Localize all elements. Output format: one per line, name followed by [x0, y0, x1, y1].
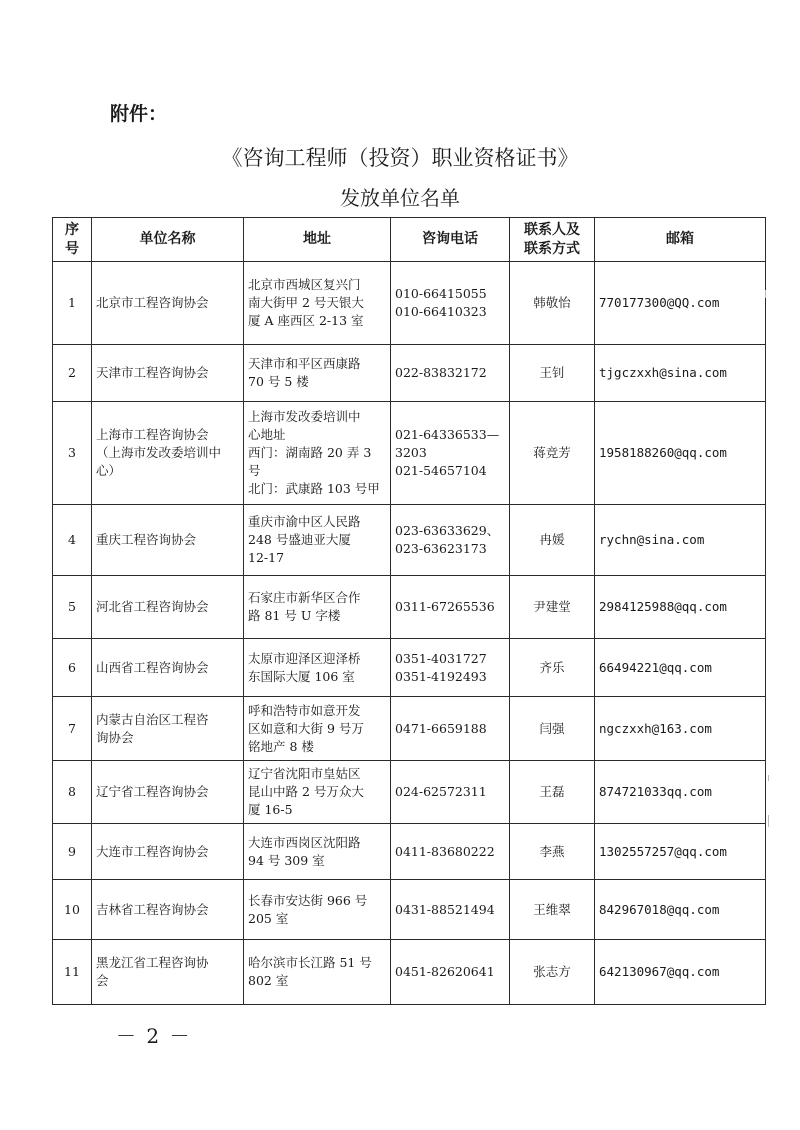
phone — [391, 824, 510, 880]
address-line: 248 号盛迪亚大厦 — [248, 532, 351, 547]
phone-line: 0311-67265536 — [395, 599, 495, 614]
phone-line: 022-83832172 — [395, 365, 487, 380]
email: 874721033qq.com — [595, 761, 766, 824]
address-line: 北京市西城区复兴门 — [248, 277, 361, 292]
email: 642130967@qq.com — [595, 940, 766, 1005]
address-line: 北门：武康路 103 号甲 — [248, 481, 380, 496]
unit-name-line: 心） — [96, 463, 122, 478]
address-line: 94 号 309 室 — [248, 852, 325, 868]
email: 842967018@qq.com — [595, 880, 766, 940]
address-line: 大连市西岗区沈阳路 — [248, 834, 361, 850]
email: tjgczxxh@sina.com — [595, 345, 766, 402]
phone-line: 0351-4031727 — [395, 650, 487, 666]
scan-artifact — [768, 815, 769, 827]
phone — [391, 505, 510, 576]
phone — [391, 940, 510, 1005]
phone-line: 021-54657104 — [395, 463, 487, 478]
unit-name — [92, 345, 244, 402]
address-line: 路 81 号 U 字楼 — [248, 608, 341, 623]
phone-line: 021-64336533— — [395, 427, 500, 442]
attachment-label: 附件： — [110, 103, 168, 125]
table-row — [53, 761, 766, 824]
table-header-row — [53, 218, 766, 262]
row-number: 8 — [53, 761, 92, 824]
address-line: 心地址 — [248, 427, 286, 442]
unit-name-line: 辽宁省工程咨询协会 — [96, 784, 209, 799]
issuing-units-table — [52, 217, 766, 1005]
unit-name-line: 会 — [96, 973, 109, 988]
address-line: 哈尔滨市长江路 51 号 — [248, 955, 372, 970]
address-line: 铭地产 8 楼 — [248, 738, 314, 754]
address-line: 号 — [248, 463, 261, 478]
address — [244, 880, 391, 940]
row-number: 1 — [53, 262, 92, 345]
address-line: 重庆市渝中区人民路 — [248, 514, 361, 529]
address — [244, 761, 391, 824]
table-row — [53, 402, 766, 505]
unit-name — [92, 761, 244, 824]
page-number: － 2 － — [116, 1024, 192, 1048]
phone-line: 0411-83680222 — [395, 843, 495, 859]
unit-name — [92, 639, 244, 697]
contact-person: 王钊 — [510, 345, 595, 402]
col-header-no-line: 序 — [65, 221, 79, 238]
row-number: 9 — [53, 824, 92, 880]
row-number: 4 — [53, 505, 92, 576]
contact-person: 尹建堂 — [510, 576, 595, 639]
unit-name-line: 黑龙江省工程咨询协 — [96, 955, 209, 970]
address — [244, 345, 391, 402]
row-number: 11 — [53, 940, 92, 1005]
row-number: 2 — [53, 345, 92, 402]
col-header-email: 邮箱 — [595, 218, 766, 262]
address-line: 天津市和平区西康路 — [248, 356, 361, 371]
email: ngczxxh@163.com — [595, 697, 766, 761]
phone-line: 0351-4192493 — [395, 668, 487, 684]
address-line: 长春市安达街 966 号 — [248, 892, 368, 908]
col-header-no-line: 号 — [65, 240, 79, 257]
email: 1302557257@qq.com — [595, 824, 766, 880]
row-number: 10 — [53, 880, 92, 940]
contact-person: 王维翠 — [510, 880, 595, 940]
address-line: 南大街甲 2 号天银大 — [248, 295, 364, 310]
address — [244, 639, 391, 697]
phone-line: 0471-6659188 — [395, 720, 487, 736]
phone — [391, 345, 510, 402]
table-row — [53, 262, 766, 345]
phone — [391, 761, 510, 824]
address — [244, 262, 391, 345]
document-title: 《咨询工程师（投资）职业资格证书》 — [221, 146, 579, 170]
phone — [391, 262, 510, 345]
scan-artifact — [768, 775, 769, 781]
address-line: 石家庄市新华区合作 — [248, 590, 361, 605]
unit-name-line: 吉林省工程咨询协会 — [96, 901, 209, 917]
address-line: 70 号 5 楼 — [248, 374, 309, 389]
table-row — [53, 576, 766, 639]
unit-name — [92, 940, 244, 1005]
row-number: 7 — [53, 697, 92, 761]
email: 66494221@qq.com — [595, 639, 766, 697]
phone — [391, 880, 510, 940]
address — [244, 697, 391, 761]
table-row — [53, 505, 766, 576]
email: 2984125988@qq.com — [595, 576, 766, 639]
phone — [391, 576, 510, 639]
unit-name-line: 河北省工程咨询协会 — [96, 599, 209, 614]
table-row — [53, 880, 766, 940]
phone-line: 010-66410323 — [395, 304, 487, 319]
address-line: 呼和浩特市如意开发 — [248, 702, 361, 718]
document-subtitle: 发放单位名单 — [340, 186, 460, 210]
address — [244, 576, 391, 639]
unit-name-line: 询协会 — [96, 729, 134, 745]
address — [244, 402, 391, 505]
address-line: 辽宁省沈阳市皇姑区 — [248, 766, 361, 781]
col-header-address: 地址 — [244, 218, 391, 262]
unit-name — [92, 824, 244, 880]
address-line: 厦 A 座西区 2-13 室 — [248, 313, 364, 328]
col-header-contact-line: 联系方式 — [524, 240, 580, 257]
address-line: 12-17 — [248, 550, 285, 565]
address — [244, 824, 391, 880]
unit-name — [92, 262, 244, 345]
unit-name-line: 北京市工程咨询协会 — [96, 295, 209, 310]
unit-name-line: （上海市发改委培训中 — [96, 445, 222, 460]
phone-line: 024-62572311 — [395, 784, 487, 799]
address-line: 昆山中路 2 号万众大 — [248, 784, 364, 799]
phone-line: 023-63633629、 — [395, 523, 500, 538]
unit-name-line: 山西省工程咨询协会 — [96, 659, 209, 675]
address-line: 东国际大厦 106 室 — [248, 668, 355, 684]
phone-line: 023-63623173 — [395, 541, 487, 556]
row-number: 3 — [53, 402, 92, 505]
email: 770177300@QQ.com — [595, 262, 766, 345]
unit-name — [92, 697, 244, 761]
table-body — [53, 262, 766, 1005]
scan-artifact — [765, 290, 766, 298]
col-header-contact-line: 联系人及 — [524, 221, 580, 238]
address-line: 区如意和大街 9 号万 — [248, 720, 364, 736]
unit-name — [92, 505, 244, 576]
contact-person: 张志方 — [510, 940, 595, 1005]
phone-line: 0451-82620641 — [395, 964, 495, 979]
contact-person: 王磊 — [510, 761, 595, 824]
phone — [391, 639, 510, 697]
table-row — [53, 824, 766, 880]
table-row — [53, 697, 766, 761]
address-line: 太原市迎泽区迎泽桥 — [248, 650, 361, 666]
col-header-contact — [510, 218, 595, 262]
unit-name-line: 上海市工程咨询协会 — [96, 427, 209, 442]
phone-line: 3203 — [395, 445, 427, 460]
address — [244, 940, 391, 1005]
unit-name-line: 内蒙古自治区工程咨 — [96, 711, 209, 727]
contact-person: 李燕 — [510, 824, 595, 880]
address-line: 205 室 — [248, 910, 289, 926]
contact-person: 齐乐 — [510, 639, 595, 697]
contact-person: 冉媛 — [510, 505, 595, 576]
table-row — [53, 345, 766, 402]
unit-name — [92, 880, 244, 940]
table-row — [53, 639, 766, 697]
unit-name — [92, 576, 244, 639]
address — [244, 505, 391, 576]
phone — [391, 402, 510, 505]
phone-line: 010-66415055 — [395, 286, 487, 301]
row-number: 6 — [53, 639, 92, 697]
row-number: 5 — [53, 576, 92, 639]
phone — [391, 697, 510, 761]
unit-name-line: 天津市工程咨询协会 — [96, 365, 209, 380]
col-header-no — [53, 218, 92, 262]
address-line: 802 室 — [248, 973, 289, 988]
address-line: 西门：湖南路 20 弄 3 — [248, 445, 372, 460]
contact-person: 韩敬怡 — [510, 262, 595, 345]
address-line: 厦 16-5 — [248, 802, 293, 817]
phone-line: 0431-88521494 — [395, 901, 495, 917]
col-header-phone: 咨询电话 — [391, 218, 510, 262]
unit-name-line: 重庆工程咨询协会 — [96, 532, 197, 547]
email: rychn@sina.com — [595, 505, 766, 576]
address-line: 上海市发改委培训中 — [248, 409, 361, 424]
col-header-unit: 单位名称 — [92, 218, 244, 262]
contact-person: 蒋竞芳 — [510, 402, 595, 505]
contact-person: 闫强 — [510, 697, 595, 761]
unit-name — [92, 402, 244, 505]
email: 1958188260@qq.com — [595, 402, 766, 505]
table-row — [53, 940, 766, 1005]
unit-name-line: 大连市工程咨询协会 — [96, 843, 209, 859]
